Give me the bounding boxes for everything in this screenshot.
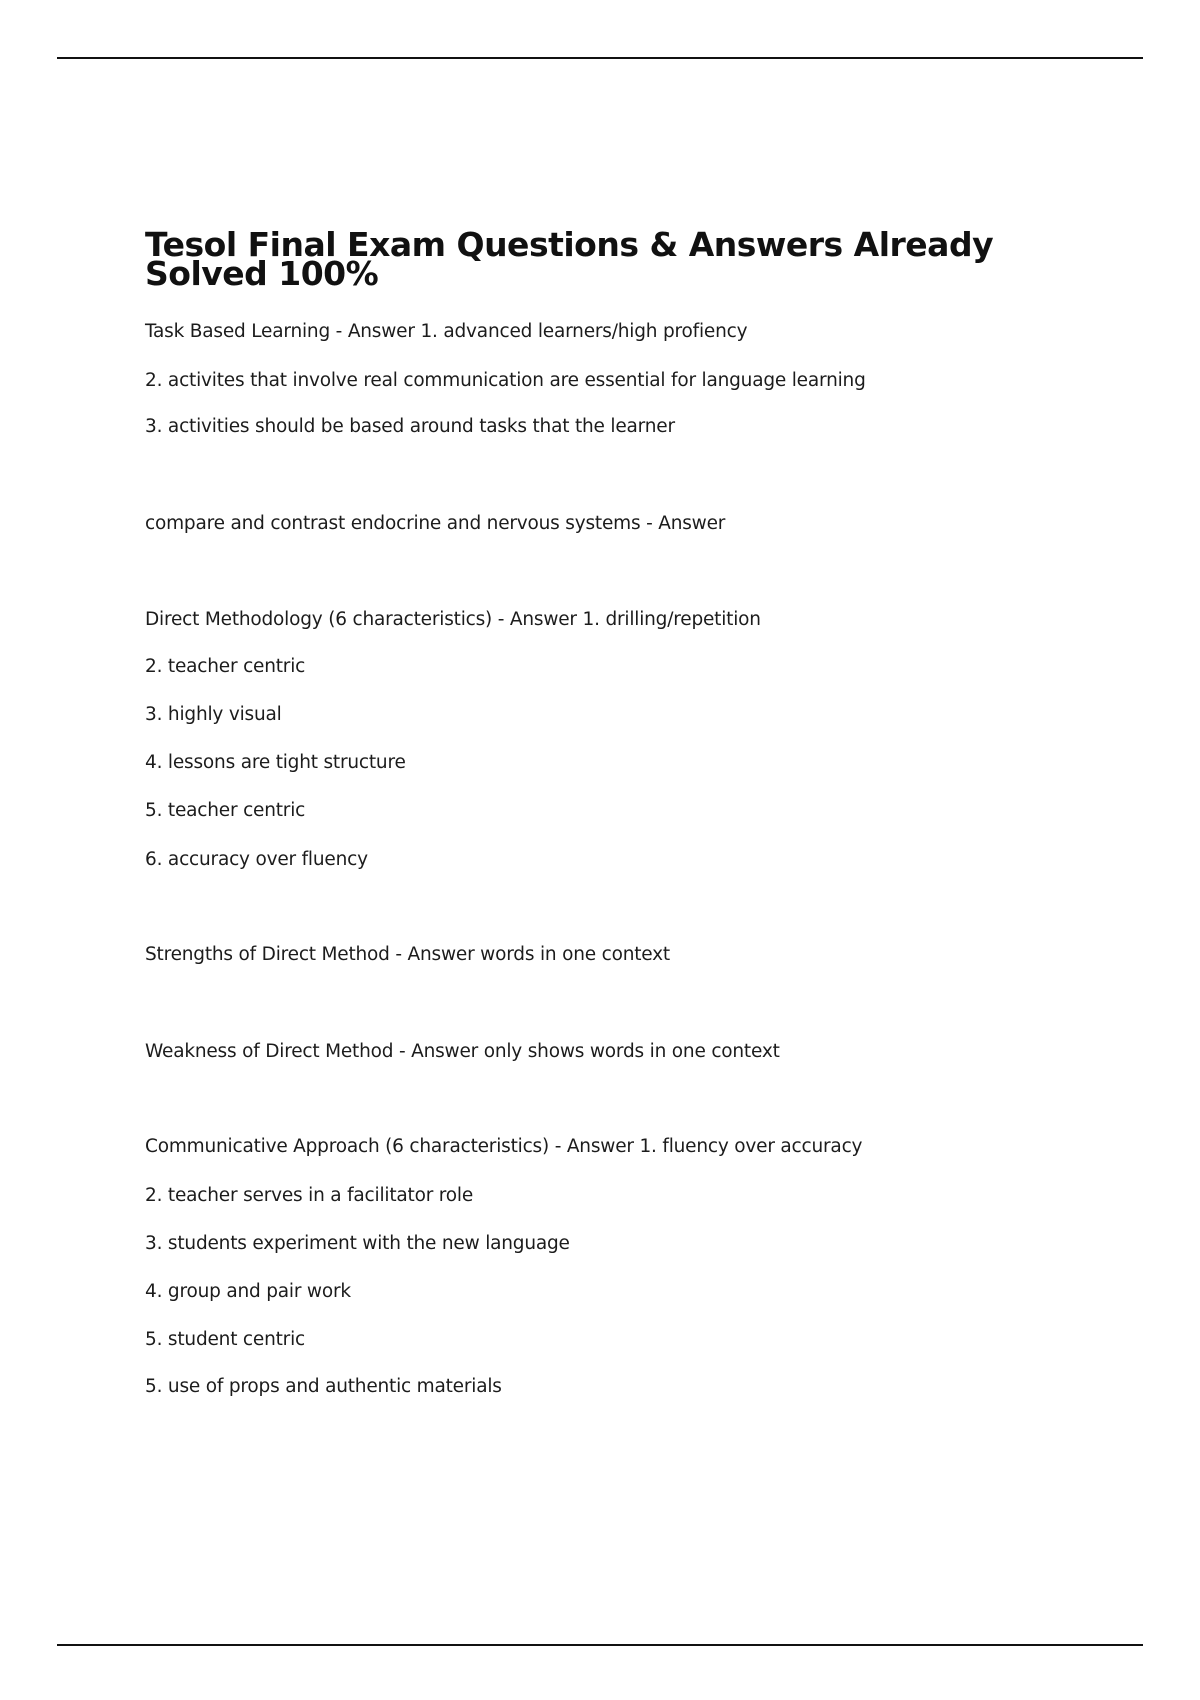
- qa-line: Weakness of Direct Method - Answer only shows words in one context: [145, 1041, 780, 1062]
- header-rule: [57, 57, 1143, 59]
- qa-line: 2. teacher centric: [145, 656, 306, 677]
- qa-line: 4. lessons are tight structure: [145, 752, 406, 773]
- qa-line: 5. teacher centric: [145, 800, 306, 821]
- qa-line: 3. highly visual: [145, 704, 282, 725]
- footer-rule: [57, 1644, 1143, 1646]
- qa-line: compare and contrast endocrine and nervous systems - Answer: [145, 513, 726, 534]
- qa-line: 2. teacher serves in a facilitator role: [145, 1185, 474, 1206]
- qa-line: 4. group and pair work: [145, 1281, 351, 1302]
- qa-line: 3. activities should be based around tasks that the learner: [145, 416, 675, 437]
- qa-line: 6. accuracy over fluency: [145, 849, 368, 870]
- document-title: Tesol Final Exam Questions & Answers Already Solved 100%: [145, 225, 994, 293]
- qa-line: Communicative Approach (6 characteristics) - Answer 1. fluency over accuracy: [145, 1136, 863, 1157]
- qa-line: 3. students experiment with the new language: [145, 1233, 570, 1254]
- qa-line: 5. use of props and authentic materials: [145, 1376, 502, 1397]
- qa-line: Task Based Learning - Answer 1. advanced learners/high profiency: [145, 321, 748, 342]
- qa-line: Direct Methodology (6 characteristics) - Answer 1. drilling/repetition: [145, 609, 761, 630]
- qa-line: Strengths of Direct Method - Answer words in one context: [145, 944, 670, 965]
- qa-line: 5. student centric: [145, 1329, 305, 1350]
- qa-line: 2. activites that involve real communication are essential for language learning: [145, 370, 866, 391]
